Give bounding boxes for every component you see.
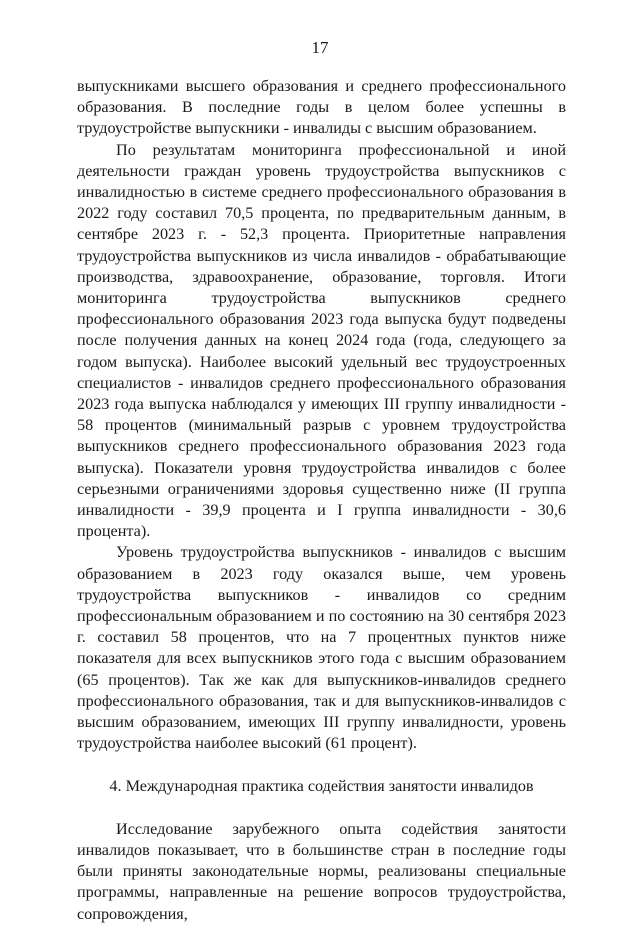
paragraph-monitoring-results: По результатам мониторинга профессиональной и иной деятельности граждан уровень трудоустройства выпускников с инвалидностью в системе среднего профессионального образования в 2022 году составил 70,5 процента, по предварительным данным, в сентябре 2023 г. - 52,3 процента. Приоритетные направления трудоустройства выпускников из числа инвалидов - обрабатывающие производства, здравоохранение, образование, торговля. Итоги мониторинга трудоустройства выпускников среднего профессионального образования 2023 года выпуска будут подведены после получения данных на конец 2024 года (года, следующего за годом выпуска). Наиболее высокий удельный вес трудоустроенных специалистов - инвалидов среднего профессионального образования 2023 года выпуска наблюдался у имеющих III группу инвалидности - 58 процентов (минимальный разрыв с уровнем трудоустройства выпускников среднего профессионального образования 2023 года выпуска). Показатели уровня трудоустройства инвалидов с более серьезными ограничениями здоровья существенно ниже (II группа инвалидности - 39,9 процента и I группа инвалидности - 30,6 процента). — [77, 140, 566, 541]
section-heading: 4. Международная практика содействия занятости инвалидов — [109, 776, 534, 795]
paragraph-graduates-continuation: выпускниками высшего образования и среднего профессионального образования. В последние годы в целом более успешны в трудоустройстве выпускники - инвалиды с высшим образованием. — [77, 77, 566, 138]
page-number: 17 — [311, 38, 329, 57]
paragraph-higher-education-employment: Уровень трудоустройства выпускников - инвалидов с высшим образованием в 2023 году оказался выше, чем уровень трудоустройства выпускников - инвалидов со средним профессиональным образованием и по состоянию на 30 сентября 2023 г. составил 58 процентов, что на 7 процентных пунктов ниже показателя для всех выпускников этого года с высшим образованием (65 процентов). Так же как для выпускников-инвалидов среднего профессионального образования, так и для выпускников-инвалидов с высшим образованием, имеющих III группу инвалидности, уровень трудоустройства наиболее высокий (61 процент). — [77, 543, 566, 753]
document-body — [77, 76, 566, 925]
paragraph-international-practice: Исследование зарубежного опыта содействия занятости инвалидов показывает, что в большинстве стран в последние годы были приняты законодательные нормы, реализованы специальные программы, направленные на решение вопросов трудоустройства, сопровождения, — [77, 819, 566, 923]
